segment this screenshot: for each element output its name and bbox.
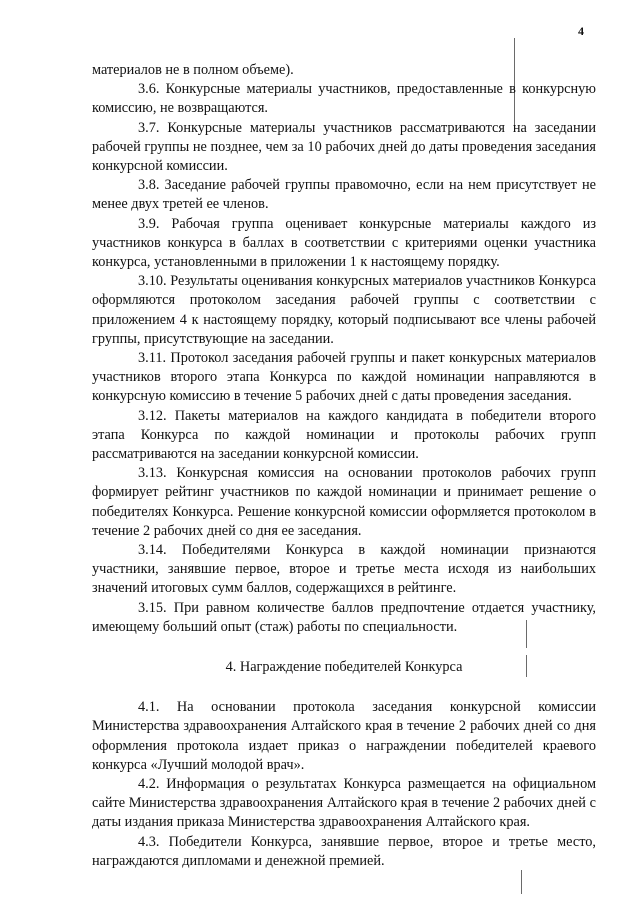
paragraph-3-11: 3.11. Протокол заседания рабочей группы и пакет конкурсных материалов участников второго этапа Конкурса по каждой номинации направляются в конкурсную комиссию в течение 5 рабочих дней с даты проведения заседания. [92, 350, 596, 405]
page-number: 4 [578, 24, 584, 38]
paragraph-3-15: 3.15. При равном количестве баллов предпочтение отдается участнику, имеющему больший опыт (стаж) работы по специальности. [92, 599, 596, 635]
paragraph-3-6: 3.6. Конкурсные материалы участников, предоставленные в конкурсную комиссию, не возвращаются. [92, 81, 596, 117]
paragraph-3-12: 3.12. Пакеты материалов на каждого кандидата в победители второго этапа Конкурса по каждой номинации и протоколы рабочих групп рассматриваются на заседании конкурсной комиссии. [92, 407, 596, 463]
paragraph-3-13: 3.13. Конкурсная комиссия на основании протоколов рабочих групп формирует рейтинг участников по каждой номинации и принимает решение о победителях Конкурса. Решение конкурсной комиссии оформляется протоколом в течение 2 рабочих дней со дня ее заседания. [92, 465, 596, 539]
paragraph-4-3: 4.3. Победители Конкурса, занявшие первое, второе и третье место, награждаются дипломами и денежной премией. [92, 833, 596, 869]
paragraph-3-9: 3.9. Рабочая группа оценивает конкурсные материалы каждого из участников конкурса в баллах в соответствии с критериями оценки участника конкурса, установленными в приложении 1 к настоящему порядку. [92, 215, 596, 271]
paragraph-3-14: 3.14. Победителями Конкурса в каждой номинации признаются участники, занявшие первое, второе и третье места исходя из наибольших значений итоговых сумм баллов, содержащихся в рейтинге. [92, 542, 596, 597]
paragraph-4-1: 4.1. На основании протокола заседания конкурсной комиссии Министерства здравоохранения Алтайского края в течение 2 рабочих дней со дня оформления протокола издает приказ о награждении победителей краевого конкурса «Лучший молодой врач». [92, 699, 596, 773]
paragraph-4-2: 4.2. Информация о результатах Конкурса размещается на официальном сайте Министерства здравоохранения Алтайского края в течение 2 рабочих дней с даты издания приказа Министерства здравоохранения Алтайского края. [92, 775, 596, 831]
paragraph-3-7: 3.7. Конкурсные материалы участников рассматриваются на заседании рабочей группы не позднее, чем за 10 рабочих дней до даты проведения заседания конкурсной комиссии. [92, 119, 596, 175]
scan-fold-line [521, 870, 522, 894]
document-body [92, 61, 596, 871]
paragraph-3-8: 3.8. Заседание рабочей группы правомочно, если на нем присутствует не менее двух третей ее членов. [92, 177, 596, 213]
paragraph-continuation: материалов не в полном объеме). [92, 62, 294, 78]
section-heading: 4. Награждение победителей Конкурса [225, 659, 463, 676]
paragraph-3-10: 3.10. Результаты оценивания конкурсных материалов участников Конкурса оформляются протоколом заседания рабочей группы с соответствии с приложением 4 к настоящему порядку, который подписывают все члены рабочей группы, присутствующие на заседании. [92, 273, 596, 347]
